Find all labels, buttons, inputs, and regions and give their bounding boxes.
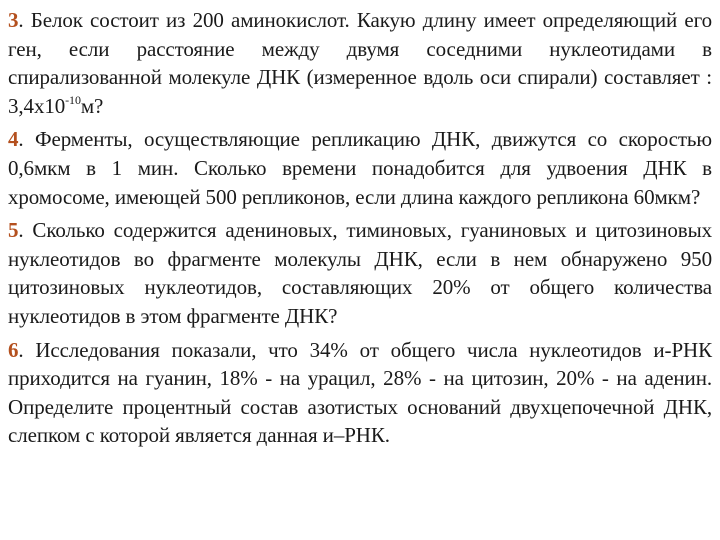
problem-number: 3 (8, 8, 19, 32)
exponent: -10 (65, 92, 81, 107)
problem-text: Ферменты, осуществляющие репликацию ДНК, движутся со скоростью 0,6мкм в 1 мин. Сколько времени понадобится для удвоения ДНК в хромосоме, имеющей 500 репликонов, если длина каждого репликона 60мкм? (8, 127, 712, 209)
problem-number: 4 (8, 127, 19, 152)
problem-number-dot: . (18, 8, 24, 32)
problem-text: Белок состоит из 200 аминокислот. Какую длину имеет определяющий его ген, если расстояние между двумя соседними нуклеотидами в спирализованной молекуле ДНК (измеренное вдоль оси спирали) составляет : 3,4х10 (8, 8, 713, 118)
problem-number-dot: . (18, 218, 24, 243)
problem-number: 6 (8, 337, 19, 362)
problem-5 (8, 216, 712, 330)
problem-4 (8, 125, 712, 211)
problem-6 (8, 336, 712, 450)
problem-3 (8, 6, 712, 120)
problem-number: 5 (8, 218, 19, 243)
problem-number-dot: . (18, 127, 24, 152)
problem-number-dot: . (18, 337, 24, 362)
problem-text: Сколько содержится адениновых, тиминовых, гуаниновых и цитозиновых нуклеотидов во фрагменте молекулы ДНК, если в нем обнаружено 950 цитозиновых нуклеотидов, составляющих 20% от общего количества нуклеотидов в этом фрагменте ДНК? (8, 218, 712, 328)
unit-suffix: м? (80, 93, 104, 118)
problem-text: Исследования показали, что 34% от общего числа нуклеотидов и-РНК приходится на гуанин, 18% - на урацил, 28% - на цитозин, 20% - на аденин. Определите процентный состав азотистых оснований двухцепочечной ДНК, слепком с которой является данная и–РНК. (8, 337, 712, 448)
document-page (8, 6, 712, 455)
